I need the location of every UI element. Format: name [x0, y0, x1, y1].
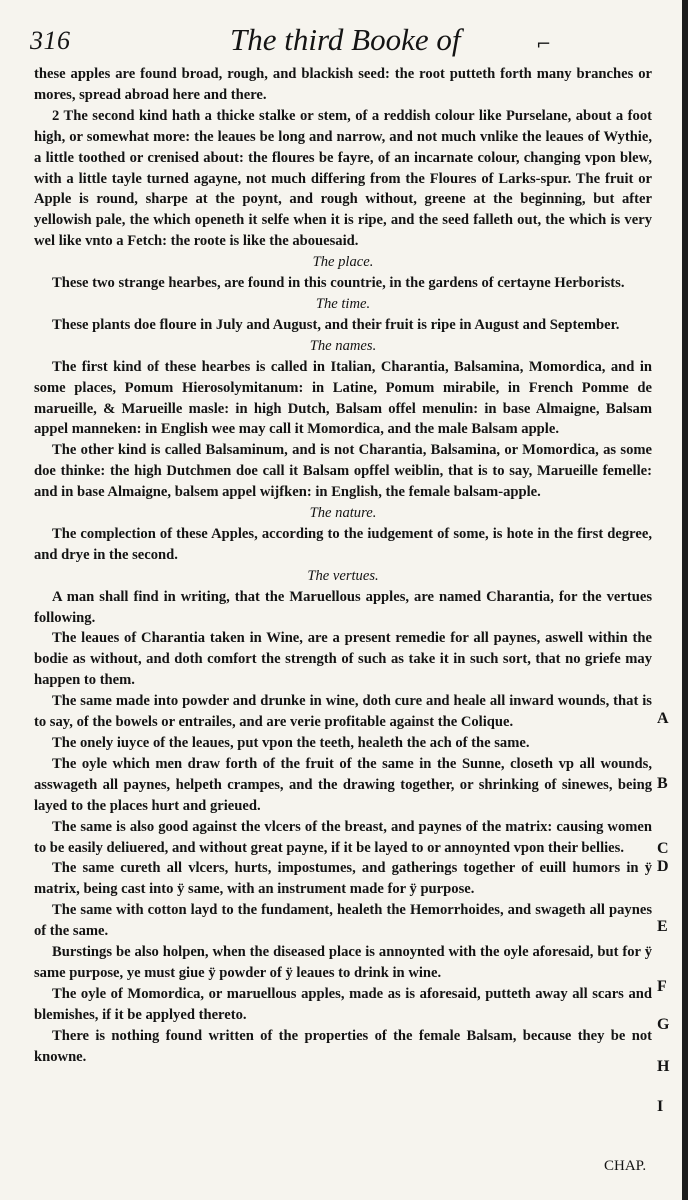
paragraph: Burstings be also holpen, when the diseased place is annoynted with the oyle aforesaid, but for ÿ same purpose, ye must giue ÿ powder of ÿ leaues to drink in wine. [34, 944, 652, 981]
paragraph: The other kind is called Balsaminum, and is not Charantia, Balsamina, or Momordica, as some doe thinke: the high Dutchmen doe call it Balsam opffel weiblin, that is to say, Marueille femelle: and in base Almaigne, balsem appel wijfken: in English, the female balsam-apple. [34, 442, 652, 501]
paragraph: The same cureth all vlcers, hurts, impostumes, and gatherings together of euill humors in ÿ matrix, being cast into ÿ same, with an instrument made for ÿ purpose. [34, 860, 652, 898]
paragraph: these apples are found broad, rough, and blackish seed: the root putteth forth many branches or mores, spread abroad here and there. [34, 66, 652, 103]
paragraph: The oyle of Momordica, or maruellous apples, made as is aforesaid, putteth away all scars and blemishes, if it be applyed thereto. [34, 985, 652, 1023]
margin-letter: I [657, 1098, 664, 1115]
paragraph: The leaues of Charantia taken in Wine, are a present remedie for all paynes, aswell within the bodie as without, and doth comfort the strength of such as take it in such sort, that no griefe may happen to them. [34, 630, 652, 689]
page-edge-shadow [682, 0, 688, 1200]
margin-letter: D [657, 858, 669, 875]
paragraph: The same made into powder and drunke in wine, doth cure and heale all inward wounds, that is to say, of the bowels or entrailes, and are verie profitable against the Colique. [34, 693, 652, 731]
section-heading: The vertues. [307, 567, 379, 584]
paragraph: The oyle which men draw forth of the fruit of the same in the Sunne, closeth vp all wounds, asswageth all paynes, helpeth crampes, and the drawing together, or shrinking of sinewes, being layed to the places hurt and grieued. [34, 755, 652, 814]
paragraph: These two strange hearbes, are found in this countrie, in the gardens of certayne Herborists. [52, 275, 625, 292]
paragraph: A man shall find in writing, that the Maruellous apples, are named Charantia, for the vertues following. [34, 588, 652, 626]
paragraph: The complection of these Apples, according to the iudgement of some, is hote in the first degree, and drye in the second. [34, 525, 652, 563]
paragraph: 2 The second kind hath a thicke stalke or stem, of a reddish colour like Purselane, about a foot high, or somewhat more: the leaues be long and narrow, and not much vnlike the leaues of Wythie, a little toothed or crenised about: the floures be fayre, of an incarnate colour, changing vpon blew, with a little tayle turned agayne, not much differing from the Floures of Larks-spur. The fruit or Apple is round, sharpe at the poynt, and rough without, greene at the beginning, but after yellowish pale, the which openeth it selfe when it is ripe, and the seed falleth out, the which is very wel like vnto a Fetch: the roote is like the abouesaid. [34, 107, 652, 250]
section-heading: The names. [309, 337, 377, 354]
paragraph: These plants doe floure in July and August, and their fruit is ripe in August and September. [52, 316, 620, 333]
margin-letter: H [657, 1058, 670, 1075]
paragraph: The same with cotton layd to the fundament, healeth the Hemorrhoides, and swageth all paynes of the same. [34, 902, 652, 940]
page-body [34, 64, 652, 1068]
page-number: 316 [30, 26, 71, 55]
section-heading: The nature. [309, 505, 377, 522]
paragraph: The first kind of these hearbes is called in Italian, Charantia, Balsamina, Momordica, and in some places, Pomum Hierosolymitanum: in Latine, Pomum mirabile, in French Pomme de marueille, & Marueille masle: in high Dutch, Balsam offel menulin: in base Almaigne, Balsam appel manneken: in English wee may call it Momordica, and the male Balsam apple. [34, 358, 652, 438]
paragraph: The onely iuyce of the leaues, put vpon the teeth, healeth the ach of the same. [52, 735, 530, 751]
catchword: CHAP. [604, 1158, 647, 1174]
printer-mark: ⌐ [536, 34, 552, 55]
margin-letter: G [657, 1016, 670, 1033]
margin-letters [657, 0, 681, 1200]
margin-letter: C [657, 840, 669, 857]
paragraph: The same is also good against the vlcers of the breast, and paynes of the matrix: causing women to be easily deliuered, and without great payne, if it be layed to or annoynted vpon their bellies. [34, 818, 652, 856]
page-header [30, 18, 650, 60]
margin-letter: B [657, 775, 668, 792]
margin-letter: E [657, 918, 668, 935]
section-heading: The place. [312, 254, 374, 271]
margin-letter: A [657, 710, 669, 727]
paragraph: There is nothing found written of the properties of the female Balsam, because they be not knowne. [34, 1027, 652, 1065]
running-head: The third Booke of [230, 22, 461, 57]
margin-letter: F [657, 978, 667, 995]
section-heading: The time. [315, 295, 371, 312]
